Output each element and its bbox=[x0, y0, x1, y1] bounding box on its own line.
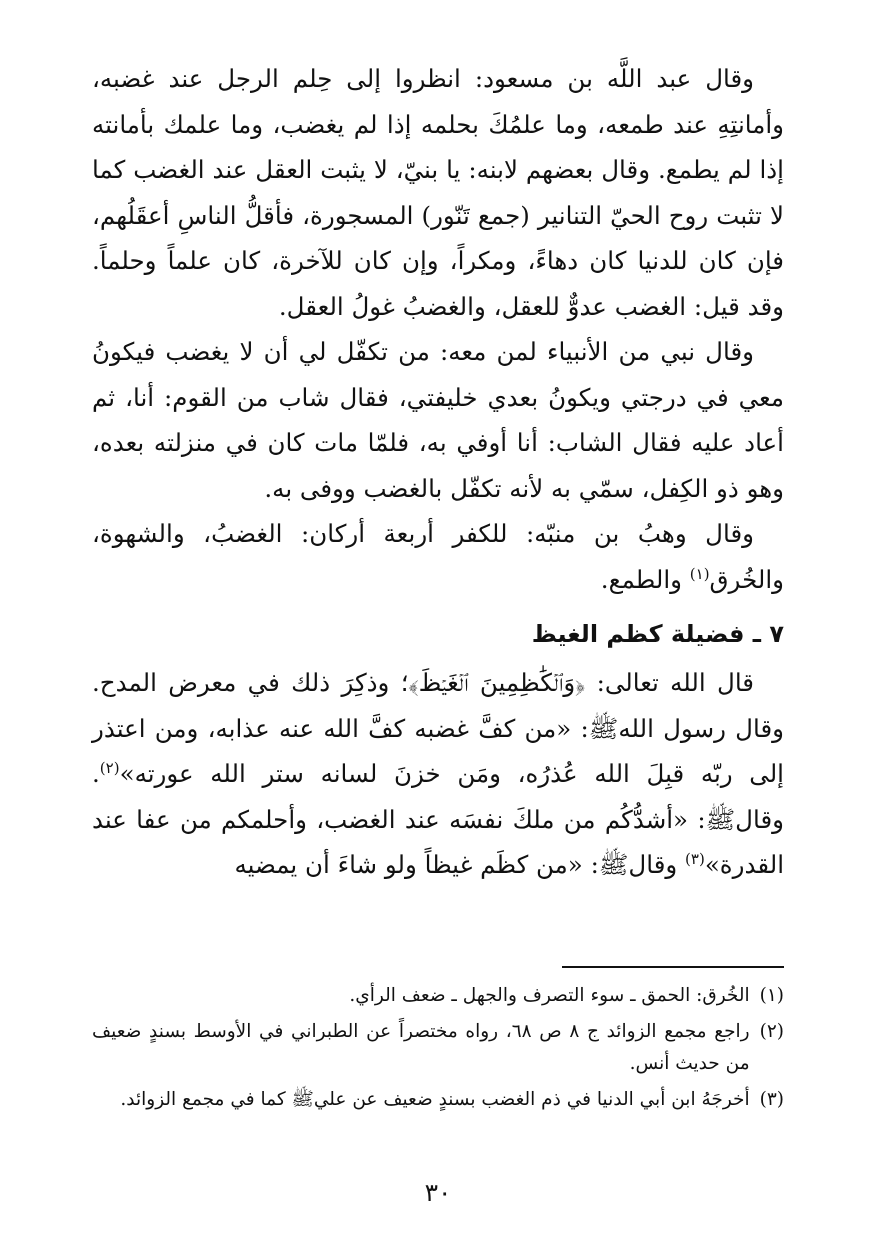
footnote-item bbox=[92, 1084, 784, 1116]
footnote-divider bbox=[562, 966, 784, 968]
footnote-text: راجع مجمع الزوائد ج ٨ ص ٦٨، رواه مختصراً عن الطبراني في الأوسط بسندٍ ضعيف من حديث أنس. bbox=[92, 1021, 750, 1074]
paragraph-kazm-part2: . وقالﷺ: «أشدُّكُم من ملكَ نفسَه عند الغضب، وأحلمكم من عفا عند القدرة» bbox=[92, 759, 784, 879]
footnotes bbox=[92, 980, 784, 1120]
paragraph-prophet-kifl: وقال نبي من الأنبياء لمن معه: من تكفّل لي أن لا يغضب فيكونُ معي في درجتي ويكونُ بعدي خليفتي، فقال شاب من القوم: أنا، ثم أعاد عليه فقال الشاب: أنا أوفي به، فلمّا مات كان في منزلته بعده، وهو ذو الكِفل، سمّي به لأنه تكفّل بالغضب ووفى به. bbox=[92, 337, 784, 503]
footnote-item bbox=[92, 980, 784, 1012]
footnote-item bbox=[92, 1016, 784, 1080]
footnote-number: (٢) bbox=[759, 1021, 784, 1042]
footnote-text: الخُرق: الحمق ـ سوء التصرف والجهل ـ ضعف الرأي. bbox=[349, 985, 750, 1006]
paragraph-kazm-part3: وقالﷺ: «من كظَم غيظاً ولو شاءَ أن يمضيه bbox=[234, 850, 686, 879]
footnote-ref-2: (٢) bbox=[99, 758, 120, 777]
footnote-ref-1: (١) bbox=[689, 564, 710, 583]
paragraph-kazm bbox=[92, 660, 784, 888]
paragraph-kazm-part1: قال الله تعالى: ﴿وَٱلۡكَٰظِمِينَ ٱلۡغَيۡظَ﴾؛ وذكِرَ ذلك في معرض المدح. وقال رسول اللهﷺ: «من كفَّ غضبه كفَّ الله عنه عذابه، ومن اعتذر إلى ربّه قبِلَ الله عُذرُه، ومَن خزنَ لسانه ستر الله عورته» bbox=[92, 668, 784, 788]
paragraph-wahb bbox=[92, 511, 784, 602]
footnote-text: أخرجَهُ ابن أبي الدنيا في ذم الغضب بسندٍ ضعيف عن عليﷺ كما في مجمع الزوائد. bbox=[120, 1089, 750, 1110]
paragraph-ibn-masud: وقال عبد اللَّه بن مسعود: انظروا إلى حِلم الرجل عند غضبه، وأمانتِهِ عند طمعه، وما علمُكَ بحلمه إذا لم يغضب، وما علمك بأمانته إذا لم يطمع. وقال بعضهم لابنه: يا بنيّ، لا يثبت العقل عند الغضب كما لا تثبت روح الحيّ التنانير (جمع تَنّور) المسجورة، فأقلُّ الناسِ أعقَلُهم، فإن كان للدنيا كان دهاءً، ومكراً، وإن كان للآخرة، كان علماً وحلماً. وقد قيل: الغضب عدوٌّ للعقل، والغضبُ غولُ العقل. bbox=[92, 64, 784, 321]
paragraph-wahb-end: والطمع. bbox=[600, 564, 690, 594]
paragraph-wahb-text: وقال وهبُ بن منبّه: للكفر أربعة أركان: الغضبُ، والشهوة، والخُرق bbox=[92, 519, 784, 594]
section-heading: ٧ ـ فضيلة كظم الغيظ bbox=[531, 620, 784, 648]
footnote-number: (١) bbox=[759, 985, 784, 1006]
footnote-number: (٣) bbox=[759, 1089, 784, 1110]
footnote-ref-3: (٣) bbox=[685, 849, 705, 868]
page-number: ٣٠ bbox=[424, 1178, 452, 1207]
